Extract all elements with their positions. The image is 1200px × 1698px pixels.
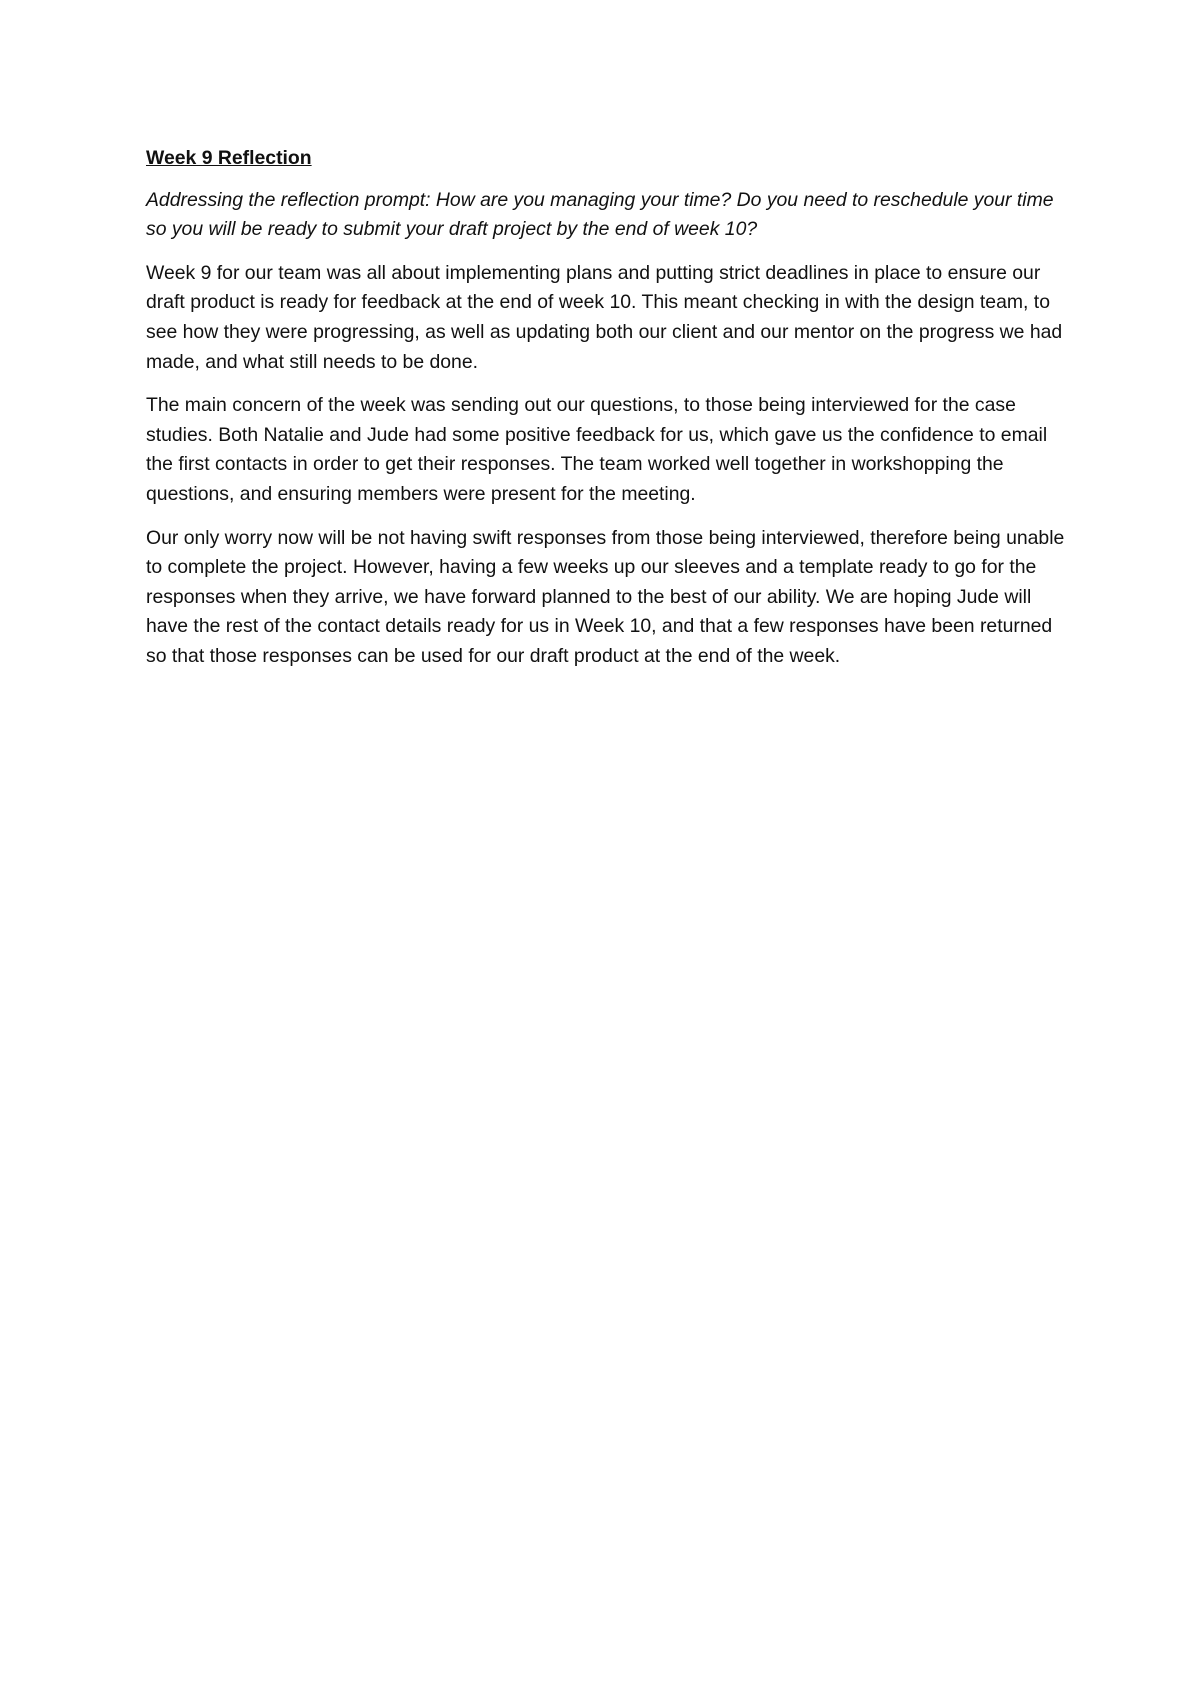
document-body (146, 144, 1068, 686)
paragraph-1: Week 9 for our team was all about implementing plans and putting strict deadlines in place to ensure our draft product is ready for feedback at the end of week 10. This meant checking in with the design team, to see how they were progressing, as well as updating both our client and our mentor on the progress we had made, and what still needs to be done. (146, 261, 1063, 373)
reflection-prompt: Addressing the reflection prompt: How are you managing your time? Do you need to reschedule your time so you will be ready to submit your draft project by the end of week 10? (146, 188, 1054, 241)
paragraph-2: The main concern of the week was sending out our questions, to those being interviewed for the case studies. Both Natalie and Jude had some positive feedback for us, which gave us the confidence to email the first contacts in order to get their responses. The team worked well together in workshopping the questions, and ensuring members were present for the meeting. (146, 394, 1048, 505)
paragraph-3: Our only worry now will be not having swift responses from those being interviewed, therefore being unable to complete the project. However, having a few weeks up our sleeves and a template ready to go for the responses when they arrive, we have forward planned to the best of our ability. We are hoping Jude will have the rest of the contact details ready for us in Week 10, and that a few responses have been returned so that those responses can be used for our draft product at the end of the week. (146, 526, 1065, 667)
document-title: Week 9 Reflection (146, 147, 312, 169)
